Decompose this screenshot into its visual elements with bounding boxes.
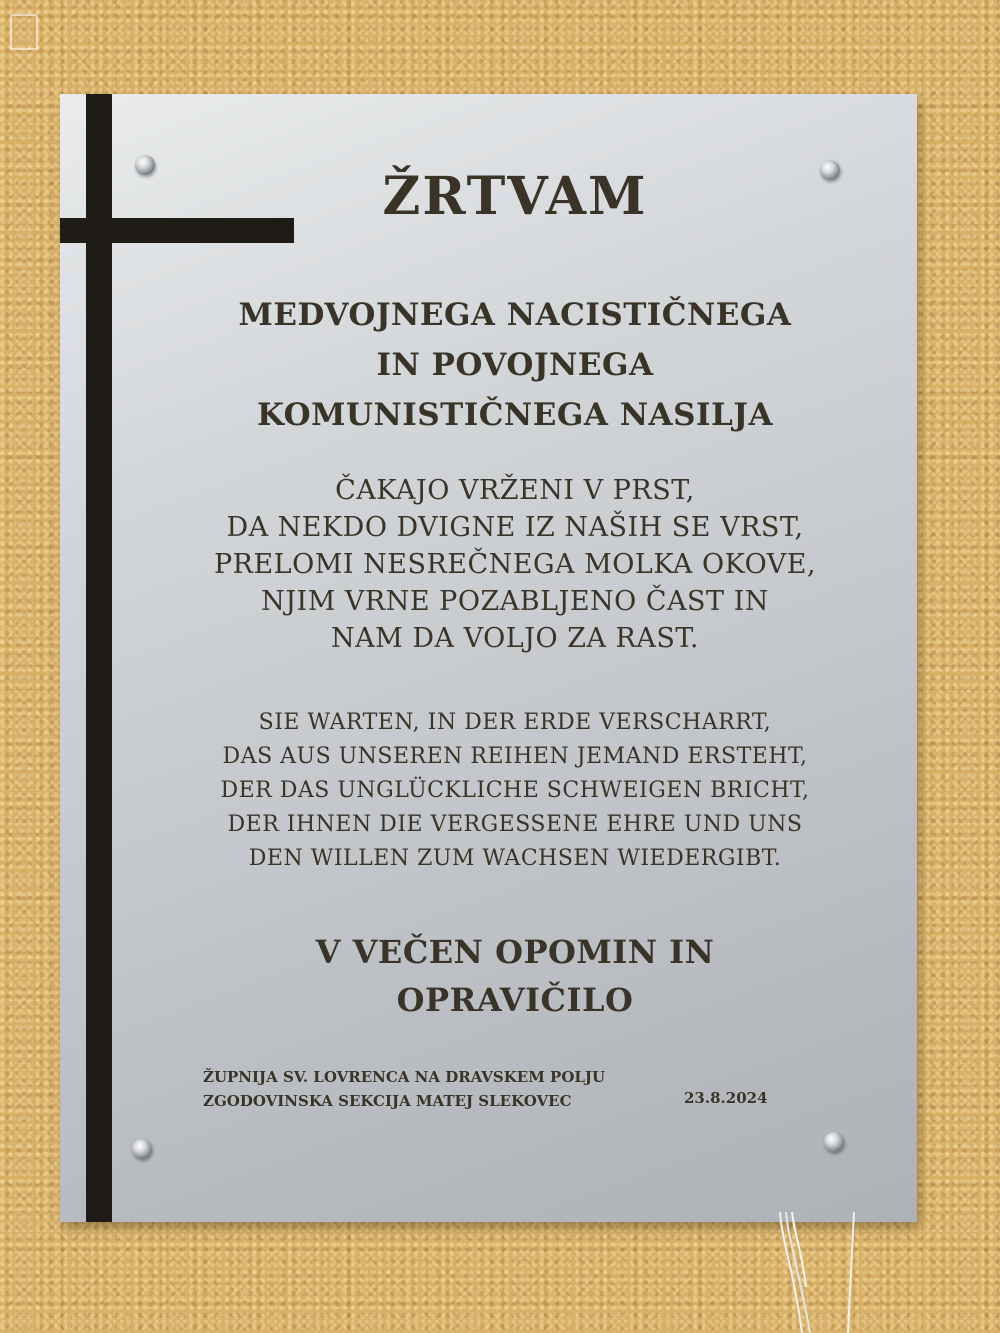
poem-line: SIE WARTEN, IN DER ERDE VERSCHARRT, — [258, 710, 772, 735]
plaque-subtitle — [175, 290, 855, 440]
poem-line: NAM DA VOLJO ZA RAST. — [331, 623, 699, 654]
signatory-line: ŽUPNIJA SV. LOVRENCA NA DRAVSKEM POLJU — [203, 1068, 606, 1086]
poem-slovene — [175, 472, 855, 657]
subtitle-line: IN POVOJNEGA — [376, 347, 654, 383]
screw-icon — [824, 1132, 844, 1152]
poem-line: DER DAS UNGLÜCKLICHE SCHWEIGEN BRICHT, — [220, 778, 810, 803]
plaque-date: 23.8.2024 — [684, 1089, 768, 1107]
cross-icon — [86, 94, 112, 1222]
screw-icon — [135, 155, 155, 175]
poem-line: DEN WILLEN ZUM WACHSEN WIEDERGIBT. — [248, 846, 782, 871]
plaque-title: ŽRTVAM — [382, 166, 648, 227]
signatory-line: ZGODOVINSKA SEKCIJA MATEJ SLEKOVEC — [203, 1092, 572, 1110]
closing-line: OPRAVIČILO — [396, 981, 634, 1019]
poem-line: PRELOMI NESREČNEGA MOLKA OKOVE, — [213, 549, 817, 580]
poem-line: DER IHNEN DIE VERGESSENE EHRE UND UNS — [227, 812, 803, 837]
screw-icon — [132, 1139, 152, 1159]
poem-line: DAS AUS UNSEREN REIHEN JEMAND ERSTEHT, — [222, 744, 808, 769]
poem-line: NJIM VRNE POZABLJENO ČAST IN — [261, 586, 769, 617]
watermark-logo — [10, 14, 38, 50]
poem-line: ČAKAJO VRŽENI V PRST, — [335, 475, 695, 506]
subtitle-line: MEDVOJNEGA NACISTIČNEGA — [238, 297, 792, 333]
hanging-wires — [772, 1212, 862, 1333]
poem-line: DA NEKDO DVIGNE IZ NAŠIH SE VRST, — [226, 512, 804, 543]
closing-dedication — [175, 928, 855, 1024]
memorial-plaque — [60, 94, 917, 1222]
closing-line: V VEČEN OPOMIN IN — [315, 933, 715, 971]
poem-german — [175, 706, 855, 876]
subtitle-line: KOMUNISTIČNEGA NASILJA — [256, 397, 773, 433]
signatories — [203, 1065, 605, 1113]
